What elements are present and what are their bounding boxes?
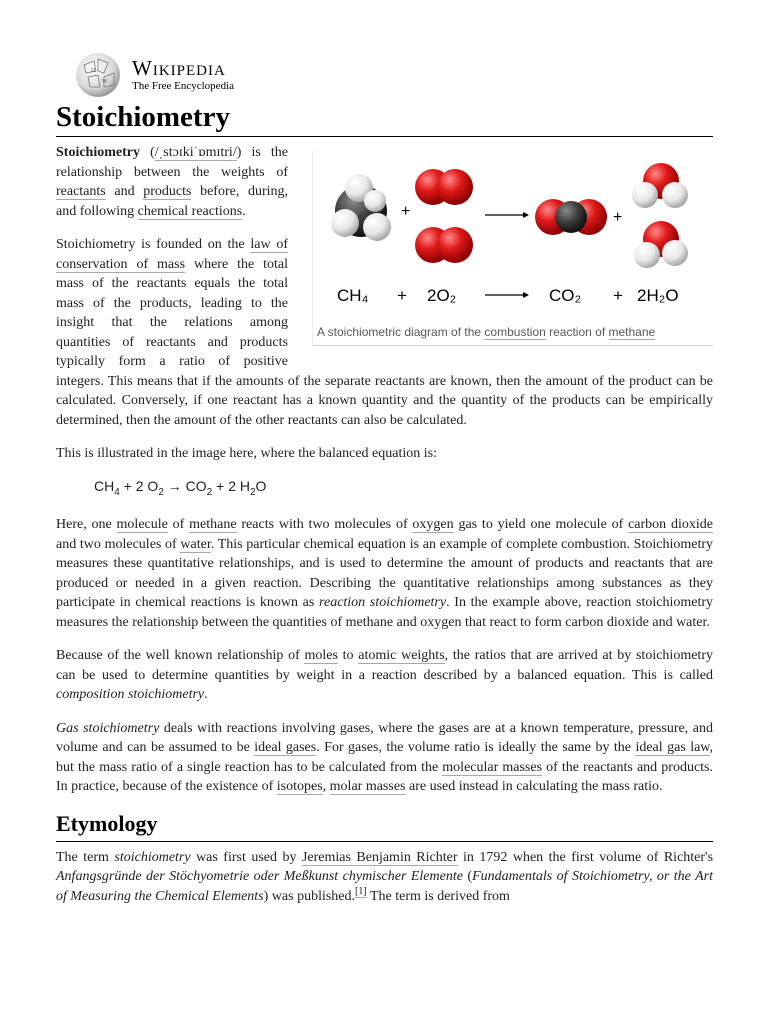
paragraph-composition-stoichiometry: Because of the well known relationship of moles to atomic weights, the ratios that are arrived at by stoichiometry can be used to determine quantities by weight in a reaction described by a balanced equation. This is called composition stoichiometry. [56, 648, 713, 703]
paragraph-conservation: Stoichiometry is founded on the law of conservation of mass where the total mass of the reactants equals the total mass of the products, leading to the insight that the relations among quantities of reactants and products typically form a ratio of positive integers. This means that if the amounts of the separate reactants are known, then the amount of the product can be calculated. Conversely, if one reactant has a known quantity and the quantity of the products can be empirically determined, then the amount of the other reactants can also be calculated. [56, 237, 713, 428]
plus-sign: + [613, 209, 623, 226]
link-methane[interactable]: methane [608, 325, 656, 339]
balanced-equation: $CH_4 + 2$ $O_2 \to CO_2 + 2$ $H_2O$ [94, 477, 267, 498]
link-carbon-dioxide[interactable]: carbon dioxide [628, 517, 713, 533]
page-title: Stoichiometry [56, 100, 713, 137]
brand-title: Wikipedia [132, 56, 226, 80]
paragraph-etymology: The term stoichiometry was first used by Jeremias Benjamin Richter in 1792 when the first volume of Richter's Anfangsgründe der Stöchyometrie oder Meßkunst chymischer Elemente (Fundamentals of Stoichiometry, or the Art of Measuring the Chemical Elements) was published.[1] The term is derived from [56, 849, 714, 904]
water-molecule [634, 221, 688, 268]
link-moles[interactable]: moles [304, 648, 338, 664]
link-combustion[interactable]: combustion [484, 325, 546, 339]
paragraph-illustrated: This is illustrated in the image here, where the balanced equation is: [56, 446, 437, 461]
oxygen-molecule [415, 169, 473, 205]
article-page [56, 50, 713, 920]
link-oxygen[interactable]: oxygen [412, 517, 454, 533]
eq-arrow [485, 292, 529, 298]
section-heading-etymology: Etymology [56, 811, 713, 842]
paragraph-gas-stoichiometry: Gas stoichiometry deals with reactions involving gases, where the gases are at a known temperature, pressure, and volume and can be assumed to be ideal gases. For gases, the volume ratio is ideally the same by the ideal gas law, but the mass ratio of a single reaction has to be calculated from the molecular masses of the reactants and products. In practice, because of the existence of isotopes, molar masses are used instead in calculating the mass ratio. [56, 720, 714, 795]
link-ideal-gases[interactable]: ideal gases [254, 740, 317, 756]
eq-plus: + [397, 286, 407, 305]
eq-2o2: 2O₂ [427, 286, 457, 305]
eq-plus: + [613, 286, 623, 305]
water-molecule [632, 163, 688, 208]
eq-co2: CO₂ [549, 286, 582, 305]
link-molecule[interactable]: molecule [116, 517, 168, 533]
link-methane-body[interactable]: methane [189, 517, 237, 533]
globe-icon [74, 51, 122, 99]
oxygen-molecule [415, 227, 473, 263]
reaction-figure [312, 151, 713, 346]
link-molecular-masses[interactable]: molecular masses [442, 759, 543, 775]
link-water[interactable]: water [180, 536, 211, 552]
reaction-arrow [485, 212, 529, 218]
carbon-dioxide-molecule [535, 199, 607, 235]
link-richter[interactable]: Jeremias Benjamin Richter [301, 849, 458, 865]
methane-molecule [331, 174, 391, 241]
wikipedia-logo[interactable] [74, 50, 713, 100]
term-bold: Stoichiometry [56, 145, 140, 160]
paragraph-reaction-stoichiometry: Here, one molecule of methane reacts with two molecules of oxygen gas to yield one molecule of carbon dioxide and two molecules of water. This particular chemical equation is an example of complete combustion. Stoichiometry measures these quantitative relationships, and is used to determine the amount of products and reactants that are produced or needed in a given reaction. Describing the quantitative relationships among substances as they participate in chemical reactions is known as reaction stoichiometry. In the example above, reaction stoichiometry measures the relationship between the quantities of methane and oxygen that react to form carbon dioxide and water. [56, 517, 713, 630]
intro-paragraph: Stoichiometry (/ˌstɔɪkiˈɒmɪtri/) is the relationship between the weights of reactants and products before, during, and following chemical reactions. [56, 145, 288, 219]
brand-subtitle: The Free Encyclopedia [132, 80, 235, 92]
link-reactants[interactable]: reactants [56, 184, 106, 199]
link-isotopes[interactable]: isotopes [276, 779, 323, 795]
svg-text:W: W [102, 79, 108, 85]
stoichiometric-diagram [317, 151, 709, 321]
eq-2h2o: 2H₂O [637, 286, 679, 305]
figure-caption: A stoichiometric diagram of the combustion reaction of methane [317, 325, 656, 339]
svg-text:Ω: Ω [91, 68, 96, 74]
link-products[interactable]: products [143, 184, 192, 199]
plus-sign: + [401, 203, 411, 220]
link-law-of-conservation[interactable]: law of conservation of mass [56, 237, 288, 272]
link-ideal-gas-law[interactable]: ideal gas law [635, 740, 710, 756]
link-atomic-weights[interactable]: atomic weights [358, 648, 445, 664]
eq-ch4: CH₄ [337, 286, 369, 305]
pronunciation[interactable]: /ˌstɔɪkiˈɒmɪtri/ [154, 145, 237, 160]
link-chemical-reactions[interactable]: chemical reactions [137, 203, 243, 219]
reference-1[interactable]: [1] [355, 886, 367, 898]
link-molar-masses[interactable]: molar masses [329, 779, 406, 795]
